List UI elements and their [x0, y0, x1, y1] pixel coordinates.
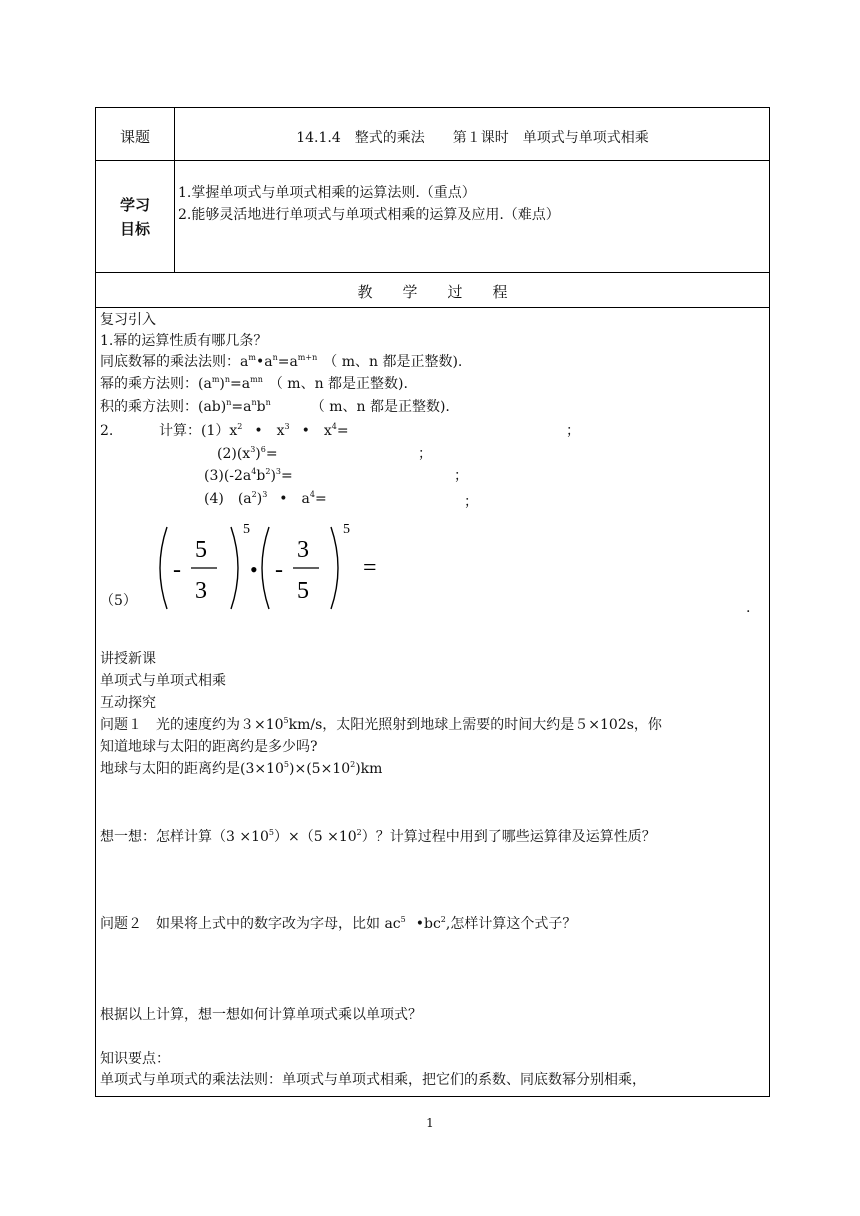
calc-item-2: $(2)(x^3)^6=$	[217, 445, 278, 462]
minus-sign: -	[173, 557, 181, 583]
rule-product-of-powers: 同底数幂的乘法法则：$a^m•a^n=a^{m+n}$ （ m、n 都是正整数).	[100, 353, 463, 370]
minus-sign: -	[275, 557, 283, 583]
topic-label: 课题	[119, 128, 150, 146]
goal-label-line2: 目标	[119, 220, 150, 238]
review-heading: 复习引入	[100, 312, 156, 328]
think-prompt: 想一想：怎样计算$(3 \times 10^5)\times(5 \times 10^2)$？计算过程中用到了哪些运算律及运算性质？	[100, 828, 656, 845]
end-period: .	[746, 600, 751, 616]
semicolon: ；	[464, 494, 478, 510]
semicolon: ；	[418, 446, 432, 462]
key-points-text: 单项式与单项式的乘法法则：单项式与单项式相乘，把它们的系数、同底数幂分别相乘，	[100, 1072, 646, 1088]
exponent: 5	[243, 522, 250, 537]
numerator: 3	[297, 537, 309, 563]
multiply-dot: •	[250, 557, 258, 582]
row-divider	[96, 307, 769, 308]
equals-sign: =	[363, 555, 377, 581]
page-number: 1	[426, 1116, 434, 1130]
explore-heading: 互动探究	[100, 695, 156, 711]
rule-power-of-product: 积的乘方法则：$(ab)^n=a^nb^n$ （ m、n 都是正整数).	[100, 398, 450, 415]
calc-item-4: (4) $(a^2)^3$ • $a^4=$	[204, 490, 327, 507]
rule-power-of-power: 幂的乘方法则：$(a^m)^n=a^{mn}$ （ m、n 都是正整数).	[100, 375, 408, 392]
goal-item: 1.掌握单项式与单项式相乘的运算法则.（重点）	[178, 185, 476, 201]
calc-item-1: 计算：$(1)x^2$ • $x^3$ • $x^4=$	[159, 422, 349, 439]
process-title: 教 学 过 程	[357, 283, 508, 301]
newlesson-subheading: 单项式与单项式相乘	[100, 673, 226, 689]
denominator: 5	[297, 578, 309, 604]
problem-1-answer: 地球与太阳的距离约是$(3\times 10^5)\times(5\times 10^2)km$	[100, 760, 383, 777]
goal-label-line1: 学习	[119, 196, 150, 214]
problem-2: 问题２ 如果将上式中的数字改为字母，比如 $ac^5$ $•bc^2$,怎样计算这个式子？	[100, 915, 577, 932]
problem-1: 问题１ 光的速度约为$3\times 10^5km/s$，太阳光照射到地球上需要的时间大约是５×102s，你	[100, 716, 662, 733]
review-question-1: 1.幂的运算性质有哪几条？	[100, 333, 268, 349]
calc-item-5-label: （5）	[100, 593, 137, 609]
fraction-expression	[151, 513, 391, 623]
problem-1-line2: 知道地球与太阳的距离约是多少吗?	[100, 739, 318, 755]
goal-item: 2.能够灵活地进行单项式与单项式相乘的运算及应用.（难点）	[178, 207, 560, 223]
denominator: 3	[195, 578, 207, 604]
newlesson-heading: 讲授新课	[100, 651, 156, 667]
key-points-heading: 知识要点：	[100, 1051, 170, 1067]
row-divider	[96, 160, 769, 161]
review-question-2-number: 2.	[100, 423, 114, 439]
lesson-table	[95, 107, 770, 1097]
semicolon: ；	[454, 468, 468, 484]
calc-item-3: $(3)(-2a^4b^2)^3=$	[204, 467, 293, 484]
topic-text: 14.1.4 整式的乘法 第１课时 单项式与单项式相乘	[296, 130, 649, 146]
row-divider	[96, 272, 769, 273]
numerator: 5	[195, 537, 207, 563]
think-prompt-2: 根据以上计算，想一想如何计算单项式乘以单项式？	[100, 1007, 422, 1023]
semicolon: ；	[566, 423, 580, 439]
exponent: 5	[343, 522, 350, 537]
